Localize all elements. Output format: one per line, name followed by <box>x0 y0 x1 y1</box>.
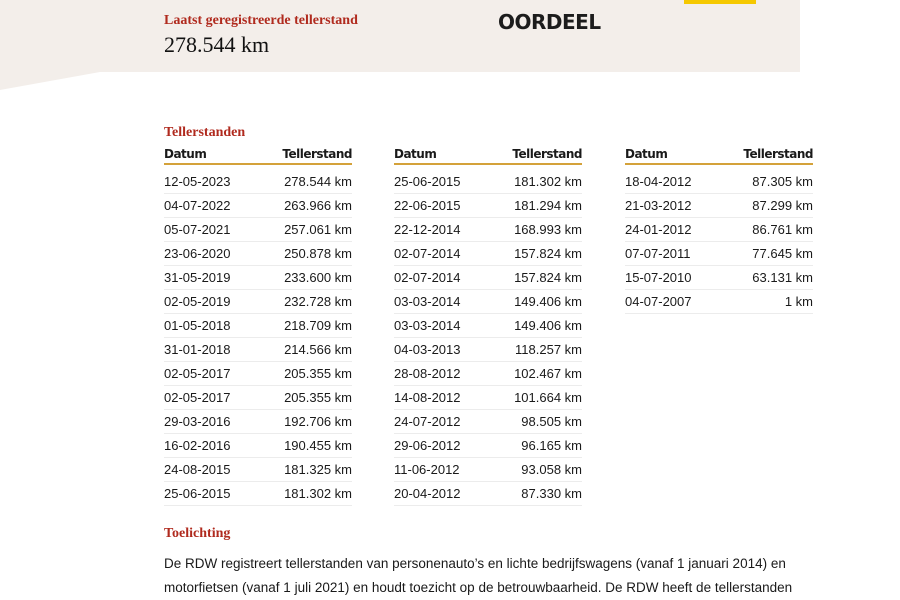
reading-date: 23-06-2020 <box>164 246 231 261</box>
accent-bar <box>684 0 756 4</box>
date-header: Datum <box>164 147 207 161</box>
table-row <box>164 434 352 458</box>
reading-value: 250.878 km <box>284 246 352 261</box>
table-row <box>394 482 582 506</box>
reading-value: 168.993 km <box>514 222 582 237</box>
rows <box>625 170 813 314</box>
last-reading-label: Laatst geregistreerde tellerstand <box>164 13 358 28</box>
reading-date: 11-06-2012 <box>394 462 460 477</box>
reading-value: 93.058 km <box>521 462 582 477</box>
value-header: Tellerstand <box>743 147 813 161</box>
reading-value: 157.824 km <box>514 246 582 261</box>
rows <box>164 170 352 506</box>
reading-value: 87.305 km <box>752 174 813 189</box>
table-row <box>164 338 352 362</box>
reading-date: 24-08-2015 <box>164 462 231 477</box>
table-row <box>164 362 352 386</box>
reading-date: 02-05-2017 <box>164 390 231 405</box>
reading-value: 87.299 km <box>752 198 813 213</box>
reading-date: 05-07-2021 <box>164 222 231 237</box>
explanation-title: Toelichting <box>164 526 231 541</box>
reading-value: 278.544 km <box>284 174 352 189</box>
reading-date: 29-03-2016 <box>164 414 231 429</box>
reading-date: 15-07-2010 <box>625 270 692 285</box>
reading-value: 77.645 km <box>752 246 813 261</box>
readings-column-3 <box>625 148 813 314</box>
reading-value: 218.709 km <box>284 318 352 333</box>
reading-value: 101.664 km <box>514 390 582 405</box>
readings-column-1 <box>164 148 352 506</box>
reading-date: 22-12-2014 <box>394 222 461 237</box>
reading-date: 02-05-2019 <box>164 294 231 309</box>
reading-value: 205.355 km <box>284 390 352 405</box>
reading-date: 07-07-2011 <box>625 246 691 261</box>
reading-value: 205.355 km <box>284 366 352 381</box>
last-reading-value: 278.544 km <box>164 32 270 57</box>
table-row <box>394 434 582 458</box>
table-row <box>164 482 352 506</box>
table-row <box>394 362 582 386</box>
reading-date: 25-06-2015 <box>394 174 461 189</box>
verdict-heading: OORDEEL <box>498 10 601 34</box>
reading-date: 01-05-2018 <box>164 318 231 333</box>
reading-value: 190.455 km <box>284 438 352 453</box>
reading-date: 28-08-2012 <box>394 366 461 381</box>
reading-date: 21-03-2012 <box>625 198 692 213</box>
reading-value: 232.728 km <box>284 294 352 309</box>
table-row <box>164 194 352 218</box>
reading-date: 03-03-2014 <box>394 318 461 333</box>
reading-value: 149.406 km <box>514 318 582 333</box>
table-row <box>164 242 352 266</box>
readings-column-2 <box>394 148 582 506</box>
table-row <box>625 290 813 314</box>
reading-date: 12-05-2023 <box>164 174 231 189</box>
table-row <box>164 458 352 482</box>
reading-date: 22-06-2015 <box>394 198 461 213</box>
table-row <box>625 218 813 242</box>
table-row <box>625 194 813 218</box>
header-banner <box>0 0 800 72</box>
reading-date: 18-04-2012 <box>625 174 692 189</box>
reading-value: 87.330 km <box>521 486 582 501</box>
reading-date: 20-04-2012 <box>394 486 461 501</box>
reading-value: 157.824 km <box>514 270 582 285</box>
header-notch <box>0 72 100 90</box>
reading-date: 24-01-2012 <box>625 222 692 237</box>
table-row <box>394 218 582 242</box>
value-header: Tellerstand <box>282 147 352 161</box>
reading-date: 14-08-2012 <box>394 390 461 405</box>
table-row <box>625 242 813 266</box>
reading-date: 02-07-2014 <box>394 270 461 285</box>
reading-date: 29-06-2012 <box>394 438 461 453</box>
table-row <box>164 218 352 242</box>
reading-date: 04-03-2013 <box>394 342 461 357</box>
table-row <box>394 194 582 218</box>
table-row <box>164 386 352 410</box>
reading-value: 96.165 km <box>521 438 582 453</box>
reading-value: 214.566 km <box>284 342 352 357</box>
table-row <box>394 170 582 194</box>
reading-value: 149.406 km <box>514 294 582 309</box>
reading-value: 63.131 km <box>752 270 813 285</box>
reading-value: 102.467 km <box>514 366 582 381</box>
reading-value: 181.302 km <box>284 486 352 501</box>
reading-value: 86.761 km <box>752 222 813 237</box>
table-row <box>164 290 352 314</box>
column-header <box>164 148 352 165</box>
column-header <box>625 148 813 165</box>
reading-date: 03-03-2014 <box>394 294 461 309</box>
table-row <box>394 386 582 410</box>
reading-date: 31-01-2018 <box>164 342 231 357</box>
readings-title: Tellerstanden <box>164 125 246 140</box>
reading-date: 25-06-2015 <box>164 486 231 501</box>
table-row <box>394 458 582 482</box>
table-row <box>164 314 352 338</box>
table-row <box>164 170 352 194</box>
table-row <box>625 266 813 290</box>
table-row <box>394 338 582 362</box>
value-header: Tellerstand <box>512 147 582 161</box>
table-row <box>164 410 352 434</box>
table-row <box>164 266 352 290</box>
table-row <box>394 242 582 266</box>
reading-date: 31-05-2019 <box>164 270 231 285</box>
reading-date: 24-07-2012 <box>394 414 461 429</box>
reading-value: 263.966 km <box>284 198 352 213</box>
reading-value: 233.600 km <box>284 270 352 285</box>
date-header: Datum <box>394 147 437 161</box>
reading-date: 04-07-2007 <box>625 294 692 309</box>
reading-value: 181.294 km <box>514 198 582 213</box>
reading-value: 181.302 km <box>514 174 582 189</box>
table-row <box>394 290 582 314</box>
table-row <box>394 410 582 434</box>
reading-value: 181.325 km <box>284 462 352 477</box>
table-row <box>394 314 582 338</box>
rows <box>394 170 582 506</box>
explanation-text: De RDW registreert tellerstanden van personenauto’s en lichte bedrijfswagens (vanaf 1 januari 2014) en motorfietsen (vanaf 1 juli 2021) en houdt toezicht op de betrouwbaarheid. De RDW heeft de tellerstanden <box>164 556 793 595</box>
reading-value: 118.257 km <box>515 342 582 357</box>
reading-value: 257.061 km <box>284 222 352 237</box>
reading-date: 02-05-2017 <box>164 366 231 381</box>
reading-date: 16-02-2016 <box>164 438 231 453</box>
reading-date: 02-07-2014 <box>394 246 461 261</box>
reading-date: 04-07-2022 <box>164 198 231 213</box>
table-row <box>625 170 813 194</box>
date-header: Datum <box>625 147 668 161</box>
column-header <box>394 148 582 165</box>
reading-value: 192.706 km <box>284 414 352 429</box>
reading-value: 98.505 km <box>521 414 582 429</box>
reading-value: 1 km <box>784 294 813 309</box>
table-row <box>394 266 582 290</box>
